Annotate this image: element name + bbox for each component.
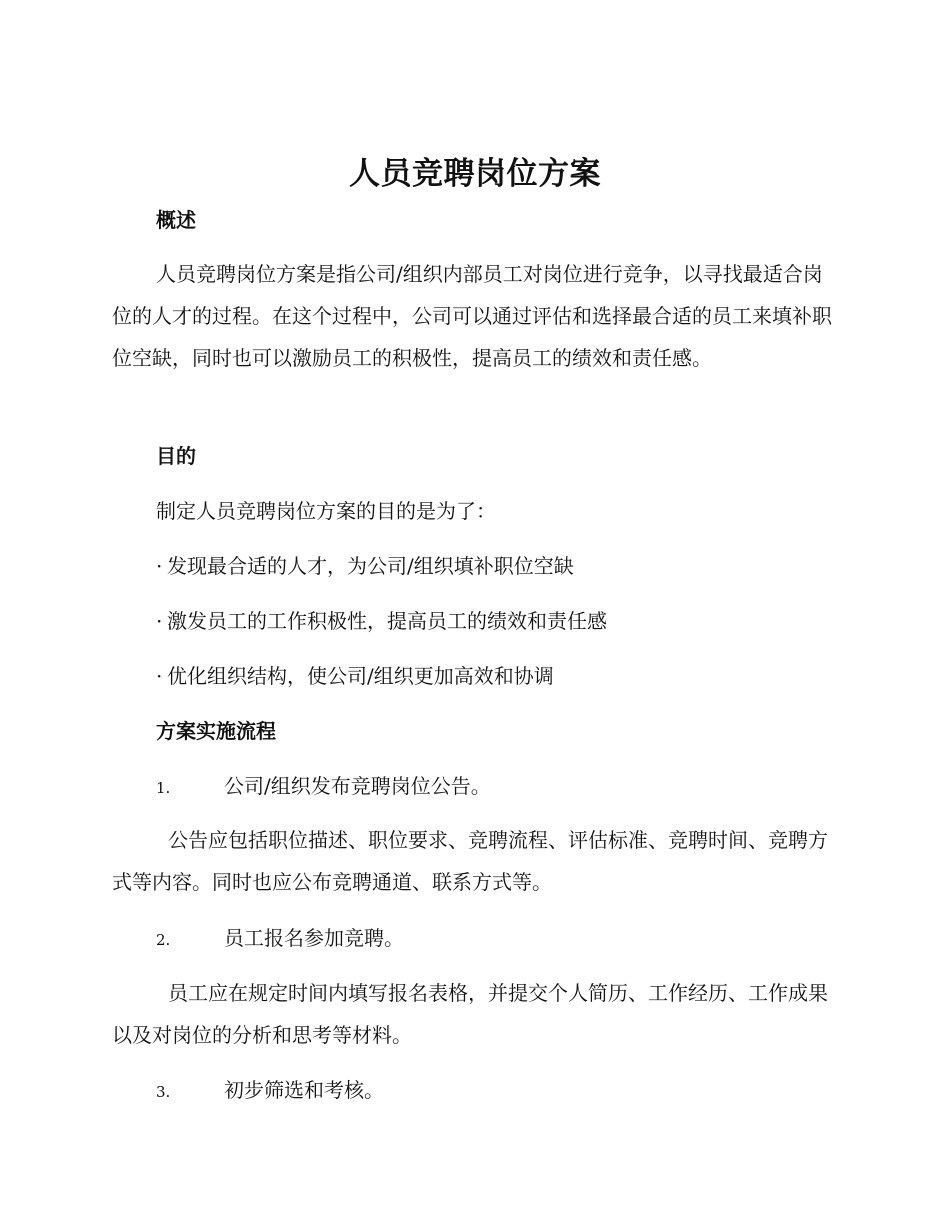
process-step-1: [156, 771, 491, 803]
bullet-text: 发现最合适的人才，为公司/组织填补职位空缺: [167, 554, 574, 578]
section-heading-purpose: 目的: [156, 444, 196, 468]
bullet-icon: ·: [156, 664, 163, 688]
step-2-detail: 员工应在规定时间内填写报名表格，并提交个人简历、工作经历、工作成果以及对岗位的分析和思考等材料。: [112, 981, 828, 1047]
bullet-icon: ·: [156, 554, 163, 578]
step-number: 2.: [156, 931, 171, 949]
purpose-intro: 制定人员竞聘岗位方案的目的是为了：: [156, 499, 496, 523]
process-step-2: [156, 923, 404, 955]
step-number: 3.: [156, 1083, 171, 1101]
bullet-text: 激发员工的工作积极性，提高员工的绩效和责任感: [167, 609, 607, 633]
list-item: [156, 606, 607, 636]
overview-paragraph: 人员竞聘岗位方案是指公司/组织内部员工对岗位进行竞争，以寻找最适合岗位的人才的过程。在这个过程中，公司可以通过评估和选择最合适的员工来填补职位空缺，同时也可以激励员工的积极性，提高员工的绩效和责任感。: [112, 262, 832, 370]
section-heading-overview: 概述: [156, 208, 196, 232]
bullet-icon: ·: [156, 609, 163, 633]
process-step-3: [156, 1075, 384, 1107]
step-title: 初步筛选和考核。: [224, 1078, 384, 1102]
step-title: 公司/组织发布竞聘岗位公告。: [224, 774, 491, 798]
document-title: 人员竞聘岗位方案: [349, 156, 601, 192]
step-1-detail: 公告应包括职位描述、职位要求、竞聘流程、评估标准、竞聘时间、竞聘方式等内容。同时也应公布竞聘通道、联系方式等。: [112, 828, 828, 894]
list-item: [156, 661, 554, 691]
step-number: 1.: [156, 779, 171, 797]
list-item: [156, 551, 574, 581]
section-heading-process: 方案实施流程: [156, 719, 276, 743]
bullet-text: 优化组织结构，使公司/组织更加高效和协调: [167, 664, 554, 688]
step-title: 员工报名参加竞聘。: [224, 926, 404, 950]
